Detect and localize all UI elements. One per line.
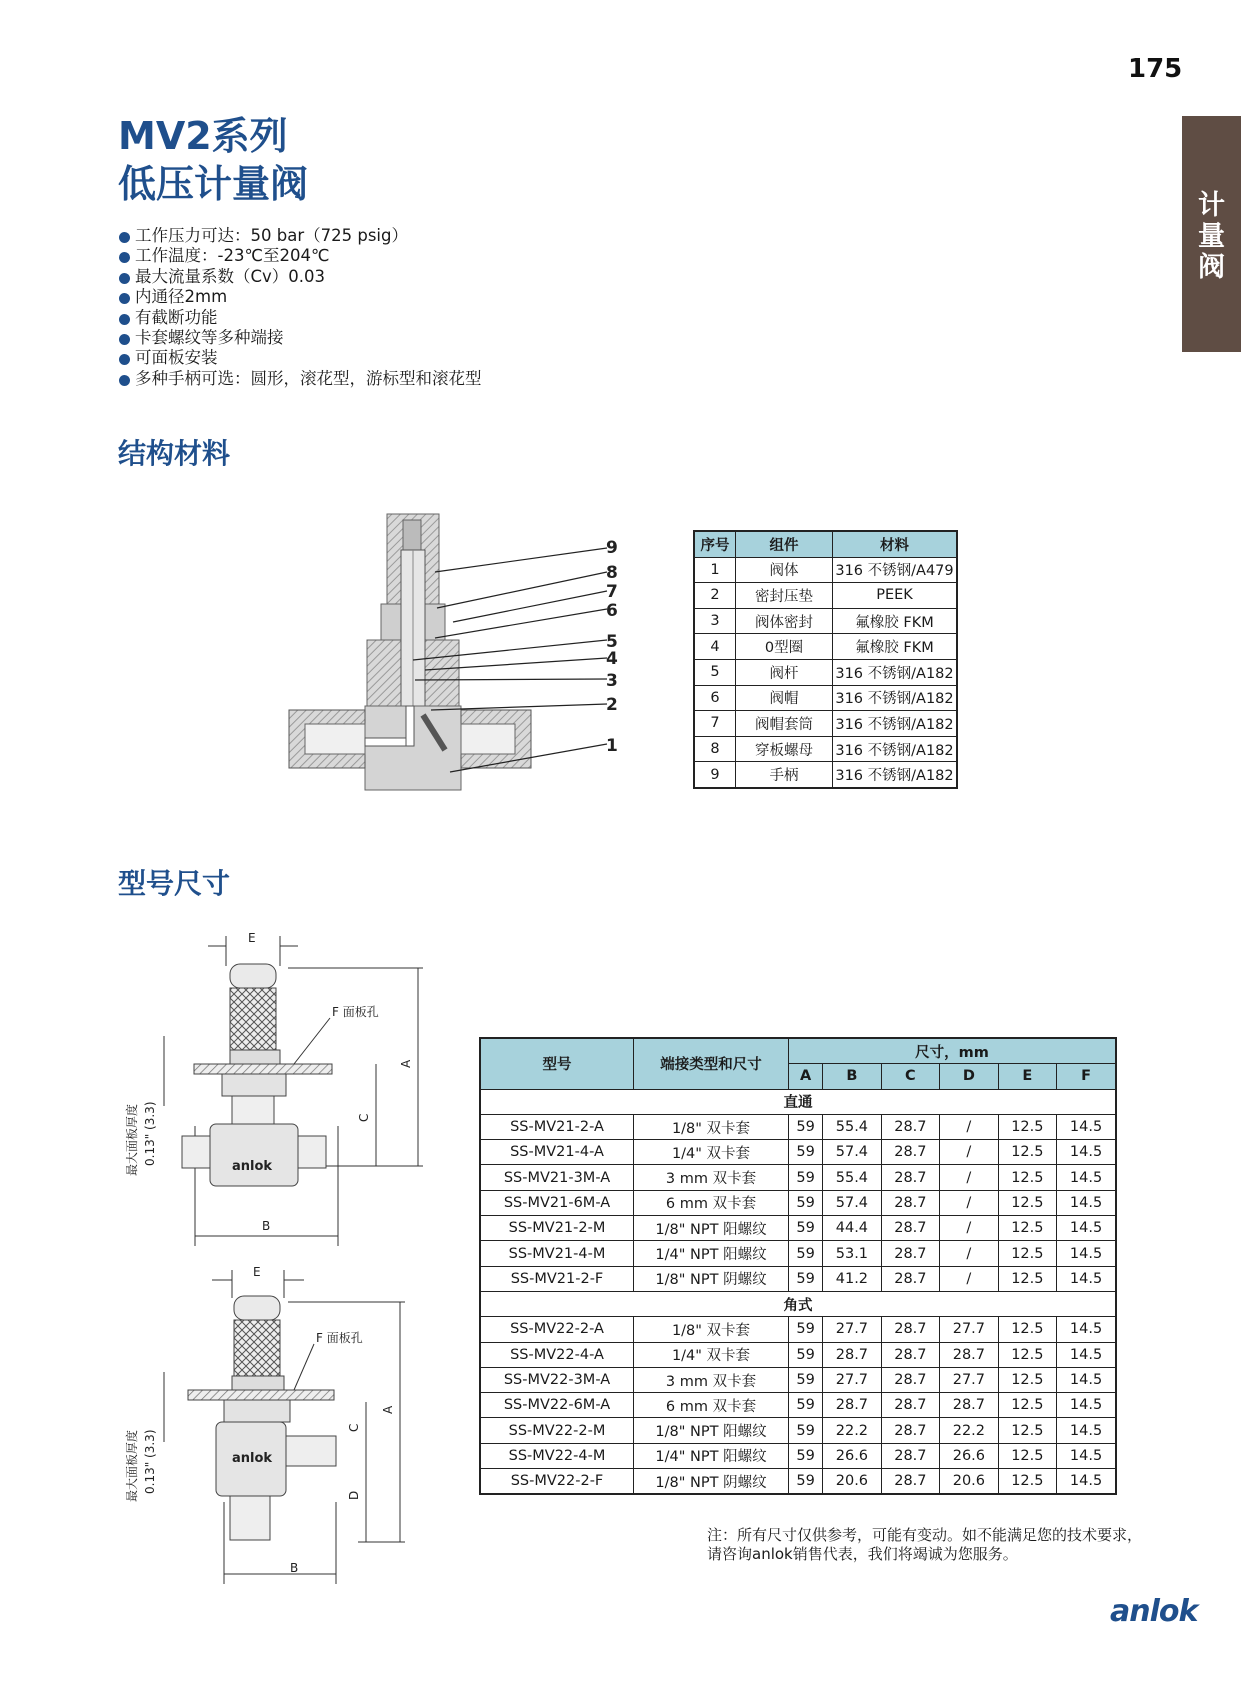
dim-label-b: B [290, 1561, 299, 1575]
feature-item: 卡套螺纹等多种端接 [118, 328, 482, 348]
side-tab [1182, 116, 1241, 352]
cell: 6 [694, 685, 736, 711]
dim-label-c: C [347, 1423, 361, 1432]
table-header-row [694, 531, 957, 557]
panel-hole-label: F 面板孔 [316, 1331, 363, 1345]
table-row [694, 762, 957, 788]
callout-label: 3 [606, 671, 618, 691]
callout-label: 8 [606, 563, 618, 583]
cell: 1/8" NPT 阴螺纹 [634, 1266, 789, 1291]
cell: 12.5 [998, 1165, 1056, 1190]
note [707, 1526, 1142, 1564]
cell: 316 不锈钢/A182 [833, 762, 958, 788]
cell: / [940, 1140, 998, 1165]
table-row [480, 1114, 1116, 1139]
title-series: MV2系列 [118, 114, 288, 158]
cell: 27.7 [823, 1317, 881, 1342]
cell: 28.7 [881, 1393, 939, 1418]
cell: 12.5 [998, 1342, 1056, 1367]
table-row [480, 1393, 1116, 1418]
table-row [480, 1140, 1116, 1165]
cell: 28.7 [881, 1114, 939, 1139]
cell: SS-MV21-2-M [480, 1216, 634, 1241]
panel-thickness-value: 0.13" (3.3) [143, 1101, 157, 1166]
page-number: 175 [1128, 54, 1183, 84]
cell: 59 [789, 1266, 823, 1291]
table-row [480, 1342, 1116, 1367]
header-cell: E [998, 1064, 1056, 1089]
dim-label-a: A [399, 1059, 413, 1068]
cell: 14.5 [1057, 1317, 1116, 1342]
dimensions-heading: 型号尺寸 [118, 867, 231, 900]
cell: 8 [694, 736, 736, 762]
callout-label: 5 [606, 632, 618, 652]
cell: 12.5 [998, 1443, 1056, 1468]
panel-thickness-value: 0.13" (3.3) [143, 1429, 157, 1494]
dim-label-d: D [347, 1490, 361, 1500]
dimensions-table [479, 1037, 1117, 1495]
cell: 2 [694, 583, 736, 609]
cell: 59 [789, 1367, 823, 1392]
brand-logo: anlok [1110, 1594, 1198, 1629]
table-row [480, 1241, 1116, 1266]
cell: 28.7 [881, 1241, 939, 1266]
cell: 316 不锈钢/A479 [833, 557, 958, 583]
cell: 3 mm 双卡套 [634, 1367, 789, 1392]
cell: SS-MV22-2-A [480, 1317, 634, 1342]
cell: 12.5 [998, 1190, 1056, 1215]
cell: 59 [789, 1165, 823, 1190]
cell: 27.7 [940, 1367, 998, 1392]
cell: 14.5 [1057, 1140, 1116, 1165]
cell: SS-MV21-2-F [480, 1266, 634, 1291]
cell: 氟橡胶 FKM [833, 634, 958, 660]
cell: 316 不锈钢/A182 [833, 711, 958, 737]
cell: 12.5 [998, 1216, 1056, 1241]
dim-label-e: E [253, 1265, 261, 1279]
cell: 14.5 [1057, 1443, 1116, 1468]
cell: 28.7 [940, 1342, 998, 1367]
table-row [480, 1418, 1116, 1443]
cell: 氟橡胶 FKM [833, 608, 958, 634]
header-cell: 组件 [736, 531, 833, 557]
cell: 28.7 [881, 1317, 939, 1342]
cell: 12.5 [998, 1317, 1056, 1342]
header-cell: B [823, 1064, 881, 1089]
table-row [480, 1317, 1116, 1342]
feature-item: 可面板安装 [118, 348, 482, 368]
cell: SS-MV22-4-M [480, 1443, 634, 1468]
callout-label: 1 [606, 736, 618, 756]
cell: 26.6 [823, 1443, 881, 1468]
cell: 59 [789, 1342, 823, 1367]
cell: SS-MV22-6M-A [480, 1393, 634, 1418]
cell: 28.7 [881, 1165, 939, 1190]
cell: 阀帽套筒 [736, 711, 833, 737]
cell: SS-MV22-2-F [480, 1469, 634, 1495]
cell: / [940, 1165, 998, 1190]
feature-item: 最大流量系数（Cv）0.03 [118, 267, 482, 287]
materials-table [693, 530, 958, 789]
cell: 4 [694, 634, 736, 660]
feature-item: 多种手柄可选：圆形，滚花型，游标型和滚花型 [118, 369, 482, 389]
page-title [118, 112, 308, 208]
cell: 1/4" NPT 阳螺纹 [634, 1443, 789, 1468]
table-row [480, 1367, 1116, 1392]
callout-label: 6 [606, 601, 618, 621]
feature-item: 有截断功能 [118, 308, 482, 328]
cell: 7 [694, 711, 736, 737]
cell: PEEK [833, 583, 958, 609]
feature-item: 内通径2mm [118, 287, 482, 307]
cell: 28.7 [881, 1418, 939, 1443]
cell: / [940, 1114, 998, 1139]
cell: 手柄 [736, 762, 833, 788]
cell: 20.6 [823, 1469, 881, 1495]
group-label: 直通 [480, 1089, 1116, 1114]
table-row [694, 583, 957, 609]
cell: 阀体 [736, 557, 833, 583]
cell: 316 不锈钢/A182 [833, 685, 958, 711]
cell: 28.7 [881, 1190, 939, 1215]
cell: 6 mm 双卡套 [634, 1393, 789, 1418]
dim-label-c: C [357, 1113, 371, 1122]
cell: 12.5 [998, 1140, 1056, 1165]
table-row [480, 1266, 1116, 1291]
cell: 27.7 [940, 1317, 998, 1342]
cell: 41.2 [823, 1266, 881, 1291]
cell: 12.5 [998, 1418, 1056, 1443]
cell: 55.4 [823, 1165, 881, 1190]
cell: 穿板螺母 [736, 736, 833, 762]
cell: SS-MV21-6M-A [480, 1190, 634, 1215]
cell: 阀体密封 [736, 608, 833, 634]
table-row [480, 1165, 1116, 1190]
cell: 59 [789, 1443, 823, 1468]
cell: 14.5 [1057, 1418, 1116, 1443]
cell: 28.7 [881, 1140, 939, 1165]
cell: 57.4 [823, 1190, 881, 1215]
note-line: 注：所有尺寸仅供参考，可能有变动。如不能满足您的技术要求， [707, 1526, 1143, 1544]
straight-valve-drawing [118, 926, 428, 1246]
feature-item: 工作压力可达：50 bar（725 psig） [118, 226, 482, 246]
panel-thickness-label: 最大面板厚度 [125, 1429, 139, 1502]
cell: 28.7 [881, 1469, 939, 1495]
header-cell: F [1057, 1064, 1116, 1089]
cell: 53.1 [823, 1241, 881, 1266]
cell: 密封压垫 [736, 583, 833, 609]
cell: 12.5 [998, 1367, 1056, 1392]
cell: 28.7 [881, 1266, 939, 1291]
cell: 59 [789, 1393, 823, 1418]
cell: SS-MV22-4-A [480, 1342, 634, 1367]
panel-thickness-label: 最大面板厚度 [125, 1103, 139, 1176]
cell: 44.4 [823, 1216, 881, 1241]
cell: SS-MV21-2-A [480, 1114, 634, 1139]
side-tab-char: 计 [1198, 190, 1225, 221]
cell: / [940, 1266, 998, 1291]
cell: 14.5 [1057, 1190, 1116, 1215]
cell: 12.5 [998, 1393, 1056, 1418]
dim-label-e: E [248, 931, 256, 945]
cell: 1/8" NPT 阴螺纹 [634, 1469, 789, 1495]
cell: 1/8" 双卡套 [634, 1317, 789, 1342]
cell: 59 [789, 1317, 823, 1342]
cell: 28.7 [940, 1393, 998, 1418]
cell: 26.6 [940, 1443, 998, 1468]
cell: 14.5 [1057, 1241, 1116, 1266]
side-tab-char: 阀 [1198, 252, 1225, 283]
table-row [480, 1443, 1116, 1468]
feature-item: 工作温度：-23℃至204℃ [118, 246, 482, 266]
group-label: 角式 [480, 1291, 1116, 1316]
drawing-logo: anlok [232, 1159, 273, 1174]
table-row [480, 1469, 1116, 1495]
table-row [694, 736, 957, 762]
angle-valve-drawing [118, 1262, 428, 1592]
header-cell: 尺寸，mm [789, 1038, 1117, 1064]
cell: 1/4" 双卡套 [634, 1140, 789, 1165]
cell: 5 [694, 659, 736, 685]
table-row [694, 659, 957, 685]
note-line: 请咨询anlok销售代表，我们将竭诚为您服务。 [707, 1545, 1018, 1563]
header-cell: A [789, 1064, 823, 1089]
cell: 12.5 [998, 1241, 1056, 1266]
cell: 14.5 [1057, 1165, 1116, 1190]
cell: / [940, 1190, 998, 1215]
header-cell: C [881, 1064, 939, 1089]
cell: 0型圈 [736, 634, 833, 660]
header-cell: 序号 [694, 531, 736, 557]
cell: 28.7 [881, 1216, 939, 1241]
cell: 27.7 [823, 1367, 881, 1392]
cell: 14.5 [1057, 1393, 1116, 1418]
table-row [480, 1216, 1116, 1241]
header-cell: 端接类型和尺寸 [634, 1038, 789, 1089]
callout-label: 4 [606, 649, 618, 669]
cell: 14.5 [1057, 1469, 1116, 1495]
cell: SS-MV21-4-M [480, 1241, 634, 1266]
group-row [480, 1291, 1116, 1316]
table-row [694, 557, 957, 583]
cell: 59 [789, 1418, 823, 1443]
callout-label: 7 [606, 582, 618, 602]
cell: 59 [789, 1140, 823, 1165]
header-cell: 材料 [833, 531, 958, 557]
cell: 9 [694, 762, 736, 788]
cell: 1/4" 双卡套 [634, 1342, 789, 1367]
valve-section-drawing [285, 510, 625, 800]
cell: SS-MV21-4-A [480, 1140, 634, 1165]
cell: 59 [789, 1469, 823, 1495]
table-row [694, 634, 957, 660]
cell: 12.5 [998, 1266, 1056, 1291]
cell: 14.5 [1057, 1216, 1116, 1241]
cell: 14.5 [1057, 1342, 1116, 1367]
table-row [480, 1190, 1116, 1215]
header-cell: D [940, 1064, 998, 1089]
cell: 3 mm 双卡套 [634, 1165, 789, 1190]
title-product: 低压计量阀 [118, 162, 309, 206]
cell: 14.5 [1057, 1114, 1116, 1139]
cell: 1/8" NPT 阳螺纹 [634, 1216, 789, 1241]
table-header-row [480, 1038, 1116, 1064]
cell: SS-MV22-2-M [480, 1418, 634, 1443]
cell: 55.4 [823, 1114, 881, 1139]
cell: 28.7 [881, 1367, 939, 1392]
cell: 1/8" NPT 阳螺纹 [634, 1418, 789, 1443]
drawing-logo: anlok [232, 1451, 273, 1466]
cell: 57.4 [823, 1140, 881, 1165]
dim-label-a: A [381, 1405, 395, 1414]
group-row [480, 1089, 1116, 1114]
cell: 12.5 [998, 1114, 1056, 1139]
callout-label: 9 [606, 538, 618, 558]
cell: / [940, 1241, 998, 1266]
cell: SS-MV21-3M-A [480, 1165, 634, 1190]
cell: 59 [789, 1241, 823, 1266]
cell: 28.7 [881, 1342, 939, 1367]
cell: 22.2 [940, 1418, 998, 1443]
dimensions-table-body [480, 1089, 1116, 1494]
cell: 12.5 [998, 1469, 1056, 1495]
cell: 22.2 [823, 1418, 881, 1443]
cell: / [940, 1216, 998, 1241]
cell: 6 mm 双卡套 [634, 1190, 789, 1215]
table-row [694, 685, 957, 711]
dim-label-b: B [262, 1219, 271, 1233]
cell: 59 [789, 1114, 823, 1139]
table-row [694, 711, 957, 737]
cell: 3 [694, 608, 736, 634]
cell: 阀杆 [736, 659, 833, 685]
cell: 1/8" 双卡套 [634, 1114, 789, 1139]
cell: 28.7 [881, 1443, 939, 1468]
header-cell: 型号 [480, 1038, 634, 1089]
cell: 316 不锈钢/A182 [833, 736, 958, 762]
cell: 14.5 [1057, 1367, 1116, 1392]
cell: 28.7 [823, 1393, 881, 1418]
materials-heading: 结构材料 [118, 437, 231, 470]
table-row [694, 608, 957, 634]
cell: 阀帽 [736, 685, 833, 711]
cell: SS-MV22-3M-A [480, 1367, 634, 1392]
callout-label: 2 [606, 695, 618, 715]
panel-hole-label: F 面板孔 [332, 1005, 379, 1019]
cell: 316 不锈钢/A182 [833, 659, 958, 685]
cell: 28.7 [823, 1342, 881, 1367]
cell: 14.5 [1057, 1266, 1116, 1291]
side-tab-char: 量 [1198, 221, 1225, 252]
cell: 59 [789, 1216, 823, 1241]
cell: 1 [694, 557, 736, 583]
feature-list [118, 226, 482, 389]
cell: 1/4" NPT 阳螺纹 [634, 1241, 789, 1266]
cell: 20.6 [940, 1469, 998, 1495]
cell: 59 [789, 1190, 823, 1215]
